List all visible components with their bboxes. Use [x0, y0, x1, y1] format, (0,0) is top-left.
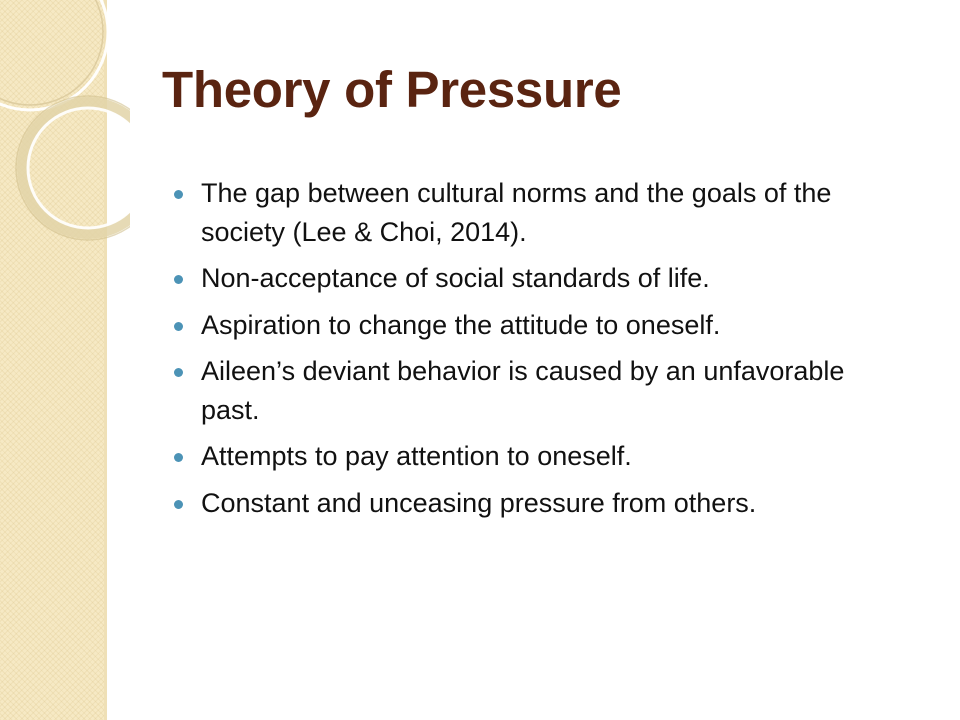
decorative-rings-icon — [0, 0, 130, 260]
bullet-item — [170, 437, 910, 476]
bullet-item — [170, 306, 910, 345]
bullet-dot-icon — [174, 190, 183, 199]
bullet-item — [170, 352, 910, 429]
bullet-text: Non-acceptance of social standards of life. — [201, 263, 710, 293]
bullet-text: The gap between cultural norms and the goals of the society (Lee & Choi, 2014). — [201, 178, 832, 247]
bullet-text: Constant and unceasing pressure from others. — [201, 487, 757, 518]
middle-ring — [16, 96, 130, 240]
top-arc-ring — [0, 0, 108, 110]
bullet-item — [170, 259, 910, 298]
bullet-text: Aileen’s deviant behavior is caused by an unfavorable past. — [201, 356, 845, 425]
bullet-dot-icon — [174, 322, 183, 331]
slide-title: Theory of Pressure — [162, 61, 622, 118]
bullet-item — [170, 174, 910, 251]
bullet-item — [170, 484, 910, 523]
bullet-dot-icon — [174, 368, 183, 377]
bullet-dot-icon — [174, 275, 183, 284]
bullet-list — [170, 174, 910, 530]
bullet-dot-icon — [174, 500, 183, 509]
bullet-dot-icon — [174, 453, 183, 462]
bullet-text: Aspiration to change the attitude to oneself. — [201, 309, 721, 340]
bullet-text: Attempts to pay attention to oneself. — [201, 441, 632, 471]
